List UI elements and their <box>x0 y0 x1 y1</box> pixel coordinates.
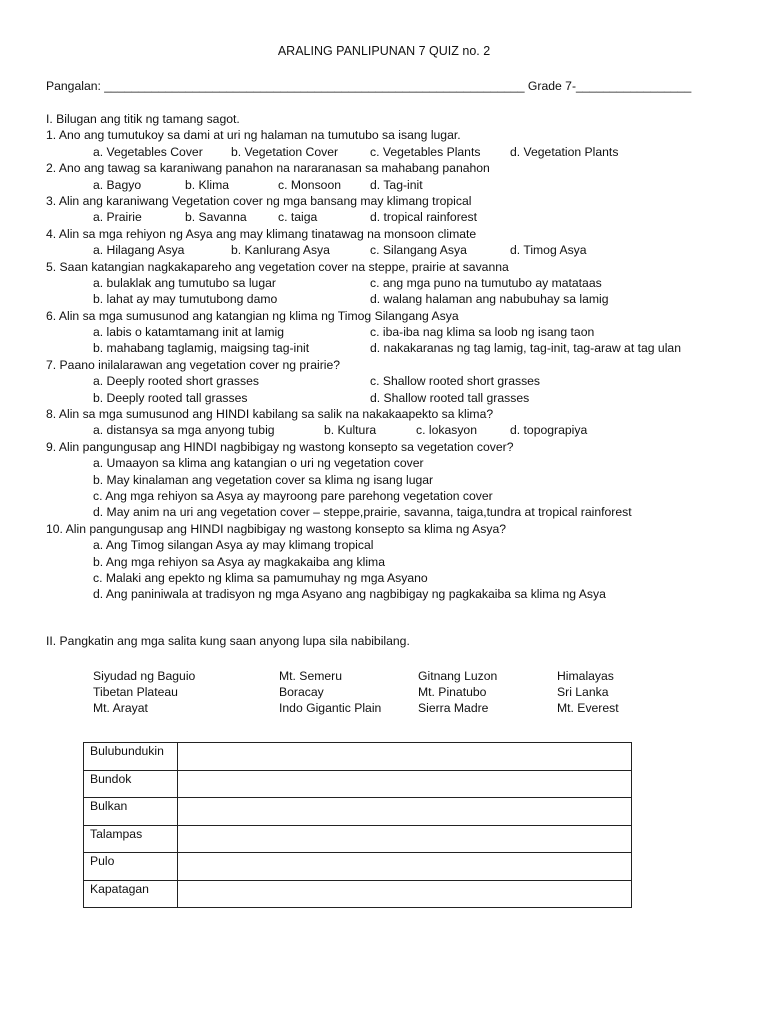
word-row <box>93 684 693 700</box>
answer-cell[interactable] <box>178 743 632 771</box>
choice-d[interactable]: d. Vegetation Plants <box>510 144 619 159</box>
part2-instruction: II. Pangkatin ang mga salita kung saan anyong lupa sila nabibilang. <box>46 634 410 648</box>
row-label: Bundok <box>84 770 178 798</box>
choice-a[interactable]: a. Ang Timog silangan Asya ay may klimang tropical <box>93 538 374 553</box>
choice-row <box>46 422 746 438</box>
question-text: 10. Alin pangungusap ang HINDI nagbibigay ng wastong konsepto sa klima ng Asya? <box>46 521 507 536</box>
word-row <box>93 668 693 684</box>
choice-c[interactable]: c. Shallow rooted short grasses <box>370 374 541 389</box>
choice-b[interactable]: b. Ang mga rehiyon sa Asya ay magkakaiba ang klima <box>93 554 385 569</box>
choice-a[interactable]: a. Hilagang Asya <box>93 243 185 258</box>
choice-a[interactable]: a. bulaklak ang tumutubo sa lugar <box>93 275 276 290</box>
choice-a[interactable]: a. distansya sa mga anyong tubig <box>93 423 275 438</box>
row-label: Talampas <box>84 825 178 853</box>
word-item: Mt. Everest <box>557 701 619 716</box>
choice-c[interactable]: c. Malaki ang epekto ng klima sa pamumuhay ng mga Asyano <box>93 570 428 585</box>
choice-d[interactable]: d. May anim na uri ang vegetation cover – steppe,prairie, savanna, taiga,tundra at tropical rainforest <box>93 505 632 520</box>
word-item: Himalayas <box>557 669 614 683</box>
choice-c[interactable]: c. Monsoon <box>278 177 342 192</box>
choice-a[interactable]: a. labis o katamtamang init at lamig <box>93 325 285 340</box>
row-label: Pulo <box>84 853 178 881</box>
table-row <box>84 825 632 853</box>
table-row <box>84 770 632 798</box>
answer-cell[interactable] <box>178 798 632 826</box>
choice-row <box>46 373 746 389</box>
word-item: Sierra Madre <box>418 701 489 716</box>
choice-a[interactable]: a. Vegetables Cover <box>93 144 203 159</box>
quiz-title: ARALING PANLIPUNAN 7 QUIZ no. 2 <box>277 44 491 58</box>
word-bank <box>93 668 693 717</box>
choice-c[interactable]: c. iba-iba nag klima sa loob ng isang taon <box>370 325 595 340</box>
choice-d[interactable]: d. topograpiya <box>510 423 588 438</box>
row-label: Kapatagan <box>84 880 178 908</box>
choice-c[interactable]: c. Vegetables Plants <box>370 144 481 159</box>
question-text: 1. Ano ang tumutukoy sa dami at uri ng halaman na tumutubo sa isang lugar. <box>46 128 461 143</box>
choice-b[interactable]: b. mahabang taglamig, maigsing tag-init <box>93 341 310 356</box>
question-text: 4. Alin sa mga rehiyon ng Asya ang may klimang tinatawag na monsoon climate <box>46 226 477 241</box>
question-text: 6. Alin sa mga sumusunod ang katangian ng klima ng Timog Silangang Asya <box>46 308 459 323</box>
choice-d[interactable]: d. Tag-init <box>370 177 423 192</box>
answer-cell[interactable] <box>178 880 632 908</box>
row-label: Bulkan <box>84 798 178 826</box>
table-row <box>84 853 632 881</box>
choice-b[interactable]: b. Savanna <box>185 210 247 225</box>
word-item: Gitnang Luzon <box>418 669 498 683</box>
table-row <box>84 743 632 771</box>
question-text: 2. Ano ang tawag sa karaniwang panahon na nararanasan sa mahabang panahon <box>46 161 490 176</box>
word-row <box>93 700 693 716</box>
choice-b[interactable]: b. May kinalaman ang vegetation cover sa klima ng isang lugar <box>93 472 434 487</box>
choice-c[interactable]: c. lokasyon <box>416 423 477 438</box>
table-row <box>84 880 632 908</box>
question-text: 7. Paano inilalarawan ang vegetation cover ng prairie? <box>46 357 341 372</box>
choice-c[interactable]: c. taiga <box>278 210 318 225</box>
choice-a[interactable]: a. Deeply rooted short grasses <box>93 374 259 389</box>
part1-questions <box>46 111 746 603</box>
choice-d[interactable]: d. walang halaman ang nabubuhay sa lamig <box>370 292 609 307</box>
answer-cell[interactable] <box>178 853 632 881</box>
choice-row <box>46 390 746 406</box>
choice-d[interactable]: d. Ang paniniwala at tradisyon ng mga Asyano ang nagbibigay ng pagkakaiba sa klima ng Asya <box>93 587 606 602</box>
choice-b[interactable]: b. Kanlurang Asya <box>231 243 330 258</box>
choice-row <box>46 209 746 225</box>
choice-a[interactable]: a. Bagyo <box>93 177 142 192</box>
word-item: Mt. Pinatubo <box>418 685 487 700</box>
choice-row <box>46 291 746 307</box>
choice-a[interactable]: a. Prairie <box>93 210 142 225</box>
choice-d[interactable]: d. Timog Asya <box>510 243 587 258</box>
word-item: Sri Lanka <box>557 685 609 700</box>
word-item: Boracay <box>279 685 324 700</box>
word-item: Indo Gigantic Plain <box>279 701 382 716</box>
question-text: 3. Alin ang karaniwang Vegetation cover ng mga bansang may klimang tropical <box>46 193 472 208</box>
word-item: Tibetan Plateau <box>93 685 178 700</box>
word-item: Mt. Arayat <box>93 701 148 716</box>
landform-table <box>83 742 632 908</box>
choice-row <box>46 324 746 340</box>
choice-row <box>46 177 746 193</box>
row-label: Bulubundukin <box>84 743 178 771</box>
choice-b[interactable]: b. lahat ay may tumutubong damo <box>93 292 278 307</box>
choice-a[interactable]: a. Umaayon sa klima ang katangian o uri ng vegetation cover <box>93 456 424 471</box>
choice-b[interactable]: b. Kultura <box>324 423 377 438</box>
answer-cell[interactable] <box>178 770 632 798</box>
choice-row <box>46 340 746 356</box>
part1-instruction: I. Bilugan ang titik ng tamang sagot. <box>46 112 240 126</box>
question-text: 5. Saan katangian nagkakapareho ang vegetation cover na steppe, prairie at savanna <box>46 259 509 274</box>
choice-c[interactable]: c. Silangang Asya <box>370 243 467 258</box>
question-text: 9. Alin pangungusap ang HINDI nagbibigay ng wastong konsepto sa vegetation cover? <box>46 439 514 454</box>
word-item: Siyudad ng Baguio <box>93 669 196 683</box>
answer-cell[interactable] <box>178 825 632 853</box>
choice-c[interactable]: c. Ang mga rehiyon sa Asya ay mayroong pare parehong vegetation cover <box>93 488 493 503</box>
choice-b[interactable]: b. Vegetation Cover <box>231 144 339 159</box>
choice-d[interactable]: d. Shallow rooted tall grasses <box>370 390 530 405</box>
word-item: Mt. Semeru <box>279 669 342 683</box>
choice-d[interactable]: d. nakakaranas ng tag lamig, tag-init, tag-araw at tag ulan <box>370 341 681 356</box>
choice-b[interactable]: b. Klima <box>185 177 230 192</box>
choice-b[interactable]: b. Deeply rooted tall grasses <box>93 390 248 405</box>
choice-row <box>46 144 746 160</box>
choice-row <box>46 275 746 291</box>
choice-row <box>46 242 746 258</box>
choice-c[interactable]: c. ang mga puno na tumutubo ay matataas <box>370 275 602 290</box>
table-row <box>84 798 632 826</box>
name-grade-line[interactable]: Pangalan: ______________________________________________________________ Grade 7-_________________ <box>46 79 692 93</box>
question-text: 8. Alin sa mga sumusunod ang HINDI kabilang sa salik na nakakaapekto sa klima? <box>46 407 494 422</box>
choice-d[interactable]: d. tropical rainforest <box>370 210 478 225</box>
